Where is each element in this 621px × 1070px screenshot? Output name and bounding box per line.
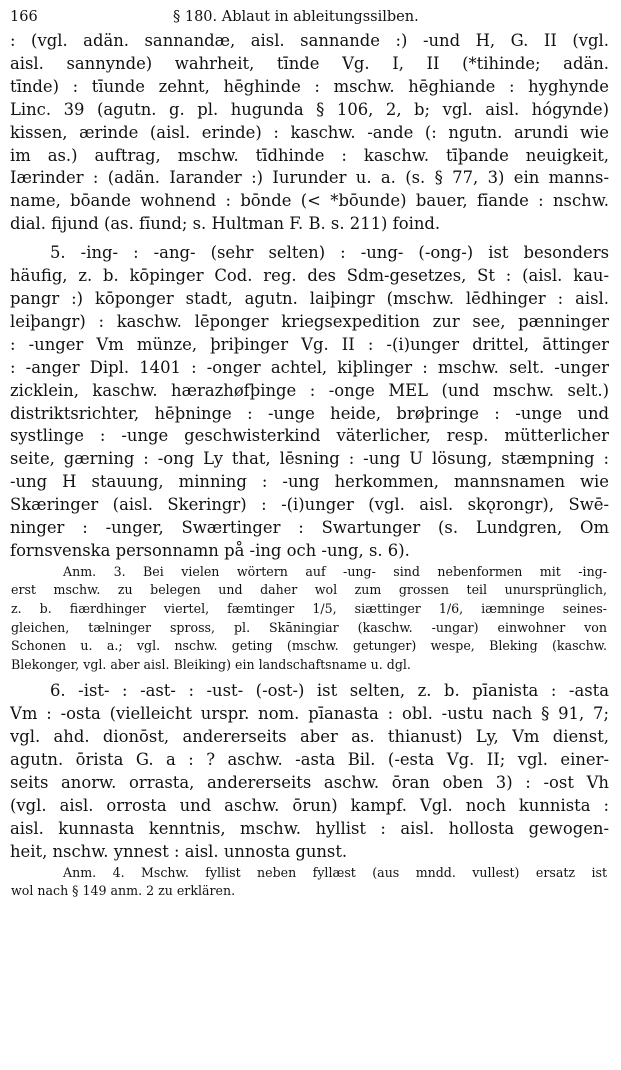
note-line: z. b. fiærdhinger viertel, fæmtinger 1/5, siættinger 1/6, iæmninge seines-	[11, 601, 607, 617]
text-line: fornsvenska personnamn på -ing och -ung, s. 6).	[10, 540, 410, 560]
intro-paragraph	[10, 30, 609, 236]
paragraph-5	[10, 242, 609, 563]
note-line: Blekonger, vgl. aber aisl. Bleiking) ein landschaftsname u. dgl.	[11, 656, 411, 672]
text-line: : -unger Vm münze, þriþinger Vg. II : -(i)unger drittel, āttinger	[10, 334, 609, 354]
note-line: gleichen, tælninger spross, pl. Skāningiar (kaschw. -ungar) einwohner von	[11, 619, 607, 635]
note-line: Schonen u. a.; vgl. nschw. geting (mschw. getunger) wespe, Bleking (kaschw.	[11, 638, 607, 654]
text-line: ninger : -unger, Swærtinger : Swartunger (s. Lundgren, Om	[10, 518, 609, 538]
text-line: 5. -ing- : -ang- (sehr selten) : -ung- (-ong-) ist besonders	[50, 243, 609, 263]
text-line: -ung H stauung, minning : -ung herkommen, mannsnamen wie	[10, 472, 609, 492]
running-title: § 180. Ablaut in ableitungssilben.	[173, 9, 419, 25]
note-line: Anm. 4. Mschw. fyllist neben fyllæst (aus mndd. vullest) ersatz ist	[63, 864, 607, 880]
text-line: systlinge : -unge geschwisterkind väterlicher, resp. mütterlicher	[10, 426, 609, 446]
text-line: vgl. ahd. dionōst, andererseits aber as. thianust) Ly, Vm dienst,	[10, 727, 609, 747]
text-line: distriktsrichter, hēþninge : -unge heide, brøþringe : -unge und	[10, 403, 609, 423]
note-line: wol nach § 149 anm. 2 zu erklären.	[11, 883, 236, 899]
text-line: tīnde) : tīunde zehnt, hēghinde : mschw. hēghiande : hyghynde	[10, 76, 609, 96]
text-line: dial. fijund (as. fīund; s. Hultman F. B. s. 211) foind.	[10, 214, 441, 234]
text-line: aisl. sannynde) wahrheit, tīnde Vg. I, II (*tihinde; adän.	[10, 53, 609, 73]
text-line: aisl. kunnasta kenntnis, mschw. hyllist : aisl. hollosta gewogen-	[10, 818, 609, 838]
text-line: leiþangr) : kaschw. lēponger kriegsexpedition zur see, pænninger	[10, 311, 609, 331]
text-line: 6. -ist- : -ast- : -ust- (-ost-) ist selten, z. b. pīanista : -asta	[50, 681, 609, 701]
note-line: erst mschw. zu belegen und daher wol zum grossen teil unursprünglich,	[11, 582, 607, 598]
text-line: im as.) auftrag, mschw. tīdhinde : kaschw. tīþande neuigkeit,	[10, 145, 609, 165]
text-line: kissen, ærinde (aisl. erinde) : kaschw. -ande (: ngutn. arundi wie	[10, 122, 609, 142]
text-line: Iærinder : (adän. Iarander :) Iurunder u. a. (s. § 77, 3) ein manns-	[10, 168, 609, 188]
text-line: Vm : -osta (vielleicht urspr. nom. pīanasta : obl. -ustu nach § 91, 7;	[10, 704, 609, 724]
text-line: : (vgl. adän. sannandæ, aisl. sannande :) -und H, G. II (vgl.	[10, 31, 609, 50]
note-4	[11, 864, 607, 901]
text-line: heit, nschw. ynnest : aisl. unnosta gunst.	[10, 841, 348, 861]
text-line: (vgl. aisl. orrosta und aschw. ōrun) kampf. Vgl. noch kunnista :	[10, 795, 609, 815]
text-line: Linc. 39 (agutn. g. pl. hugunda § 106, 2, b; vgl. aisl. hógynde)	[10, 99, 609, 119]
text-line: : -anger Dipl. 1401 : -onger achtel, kiþlinger : mschw. selt. -unger	[10, 357, 609, 377]
text-line: agutn. ōrista G. a : ? aschw. -asta Bil. (-esta Vg. II; vgl. einer-	[10, 750, 609, 770]
paragraph-6	[10, 680, 609, 863]
text-line: name, bōande wohnend : bōnde (< *bōunde) bauer, fīande : nschw.	[10, 191, 609, 211]
text-line: pangr :) kōponger stadt, agutn. laiþingr (mschw. lēdhinger : aisl.	[10, 288, 609, 308]
page-number: 166	[10, 9, 38, 25]
text-line: häufig, z. b. kōpinger Cod. reg. des Sdm-gesetzes, St : (aisl. kau-	[10, 266, 609, 286]
text-line: zicklein, kaschw. hærazhøfþinge : -onge MEL (und mschw. selt.)	[10, 380, 609, 400]
note-3	[11, 563, 607, 675]
text-line: seits anorw. orrasta, andererseits aschw. ōran oben 3) : -ost Vh	[10, 773, 609, 793]
text-line: seite, gærning : -ong Ly that, lēsning : -ung U lösung, stæmpning :	[10, 449, 609, 469]
note-line: Anm. 3. Bei vielen wörtern auf -ung- sind nebenformen mit -ing-	[63, 563, 607, 579]
text-line: Skæringer (aisl. Skeringr) : -(i)unger (vgl. aisl. skǫrongr), Swē-	[10, 495, 609, 515]
running-header	[10, 4, 609, 30]
